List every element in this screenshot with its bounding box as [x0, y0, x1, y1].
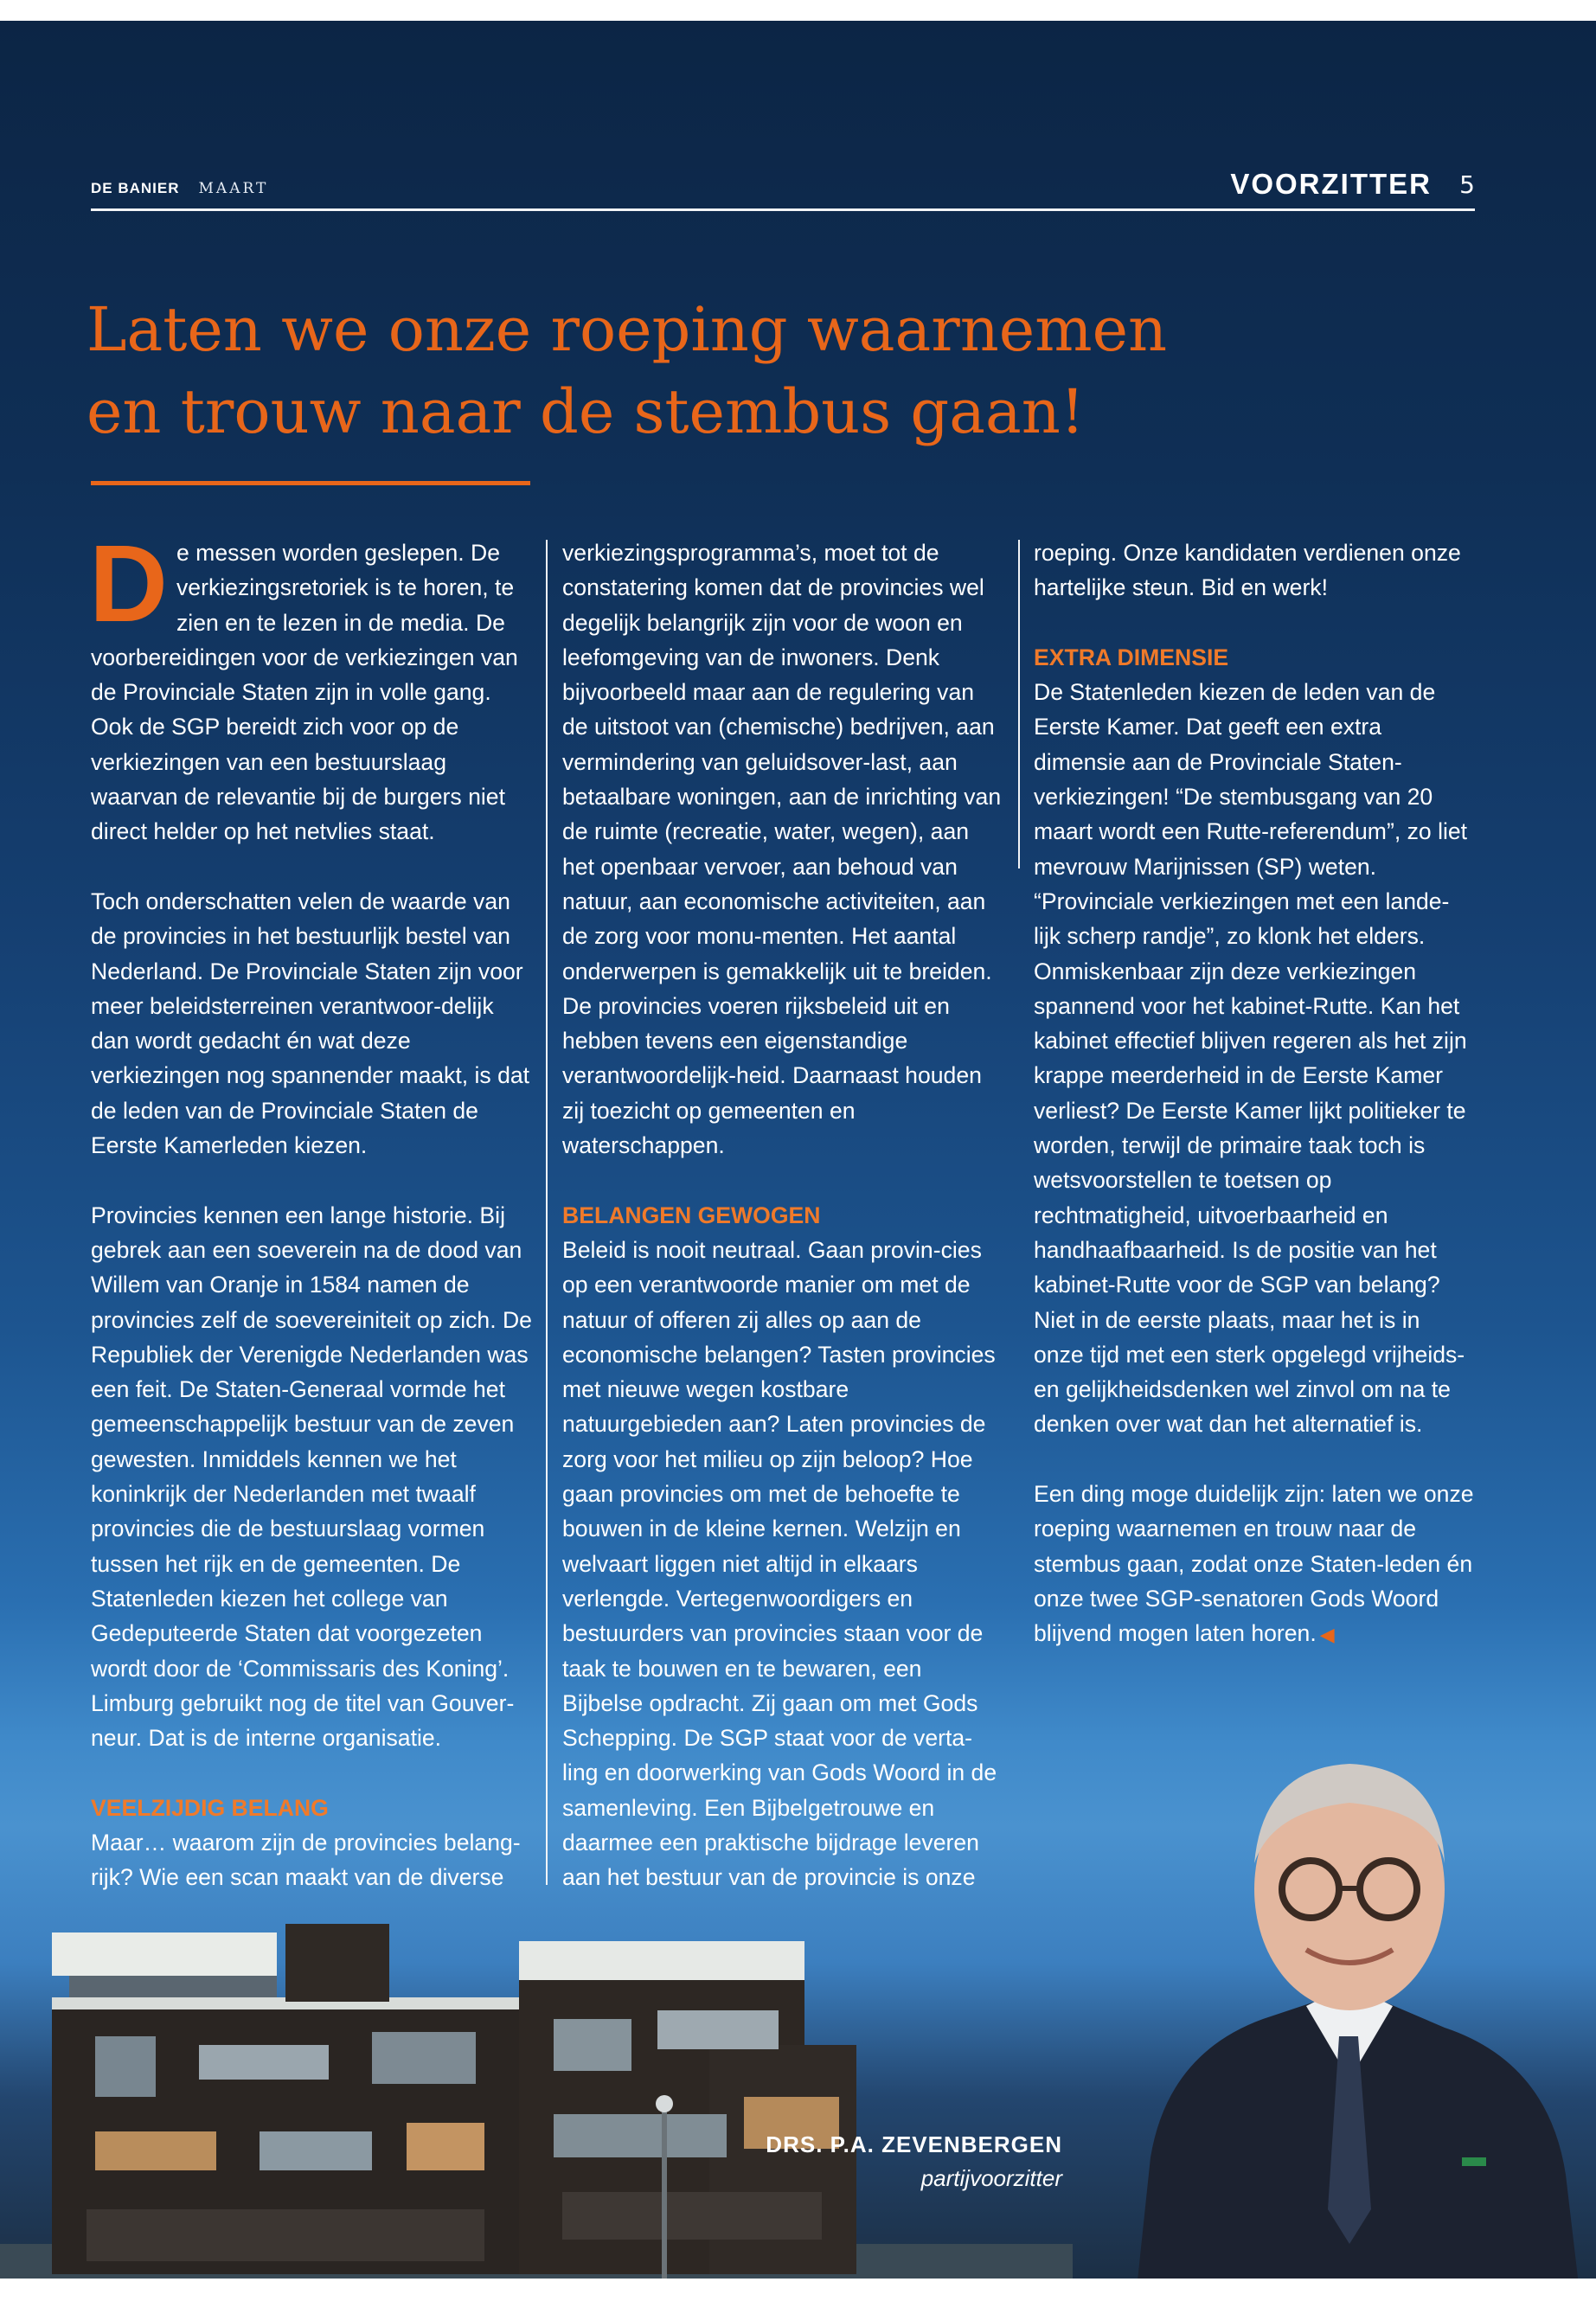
article-column-2	[562, 535, 1003, 1895]
header-rule	[91, 208, 1475, 211]
subheading: VEELZIJDIG BELANG	[91, 1794, 329, 1821]
article-title	[87, 289, 1384, 453]
paragraph: De messen worden geslepen. De verkiezingsretoriek is te horen, te zien en te lezen in de media. De voorbereidingen voor de verkiezingen van de Provinciale Staten zijn in volle gang. Ook de SGP bereidt zich voor op de verkiezingen van een bestuurslaag waarvan de relevantie bij de burgers niet direct helder op het netvlies staat.	[89, 522, 518, 845]
drop-cap: D	[89, 522, 168, 644]
title-line-2: en trouw naar de stembus gaan!	[87, 376, 1085, 447]
section-label: VOORZITTER	[1230, 168, 1432, 200]
publication-name: DE BANIER	[91, 180, 180, 196]
paragraph: De Statenleden kiezen de leden van de Eerste Kamer. Dat geeft een extra dimensie aan de Provinciale Staten-verkiezingen! “De stembusgang van 20 maart wordt een Rutte-referendum”, zo liet mevrouw Marijnissen (SP) weten. “Provinciale verkiezingen met een lande-lijk scherp randje”, zo klonk het elders. Onmiskenbaar zijn deze verkiezingen spannend voor het kabinet-Rutte. Kan het kabinet effectief blijven regeren als het zijn krappe meerderheid in de Eerste Kamer verliest? De Eerste Kamer lijkt politieker te worden, terwijl de primaire taak toch is wetsvoorstellen te toetsen op rechtmatigheid, uitvoerbaarheid en handhaafbaarheid. Is de positie van het kabinet-Rutte voor de SGP van belang? Niet in de eerste plaats, maar het is in onze tijd met een sterk opgelegd vrijheids-en gelijkheidsdenken wel zinvol om na te denken over wat dan het alternatief is.	[1034, 679, 1468, 1438]
magazine-page	[0, 21, 1596, 2279]
page-number: 5	[1459, 170, 1475, 199]
paragraph: Provincies kennen een lange historie. Bij gebrek aan een soeverein na de dood van Willem van Oranje in 1584 namen de provincies zelf de soevereiniteit op zich. De Republiek der Verenigde Nederlanden was een feit. De Staten-Generaal vormde het gemeenschappelijk bestuur van de zeven gewesten. Inmiddels kennen we het koninkrijk der Nederlanden met twaalf provincies die de bestuurslaag vormen tussen het rijk en de gemeenten. De Statenleden kiezen het college van Gedeputeerde Staten dat voorgezeten wordt door de ‘Commissaris des Koning’. Limburg gebruikt nog de titel van Gouver-neur. Dat is de interne organisatie.	[91, 1202, 532, 1752]
subheading: BELANGEN GEWOGEN	[562, 1202, 821, 1228]
title-rule	[91, 481, 530, 485]
paragraph: roeping. Onze kandidaten verdienen onze hartelijke steun. Bid en werk!	[1034, 540, 1461, 601]
end-mark-icon: ◀	[1319, 1624, 1335, 1646]
issue-month: MAART	[198, 180, 269, 197]
title-line-1: Laten we onze roeping waarnemen	[87, 294, 1168, 365]
caption-name: DRS. P.A. ZEVENBERGEN	[766, 2131, 1062, 2157]
subheading: EXTRA DIMENSIE	[1034, 644, 1229, 670]
article-column-3	[1034, 535, 1475, 1653]
article-column-1	[89, 522, 532, 1895]
paragraph: verkiezingsprogramma’s, moet tot de constatering komen dat de provincies wel degelijk belangrijk zijn voor de woon en leefomgeving van de inwoners. Denk bijvoorbeeld maar aan de regulering van de uitstoot van (chemische) bedrijven, aan vermindering van geluidsover-last, aan betaalbare woningen, aan de inrichting van de ruimte (recreatie, water, wegen), aan het openbaar vervoer, aan behoud van natuur, aan economische activiteiten, aan de zorg voor monu-menten. Het aantal onderwerpen is gemakkelijk uit te breiden. De provincies voeren rijksbeleid uit en hebben tevens een eigenstandige verantwoordelijk-heid. Daarnaast houden zij toezicht op gemeenten en waterschappen.	[562, 540, 1002, 1159]
column-divider-2	[1018, 540, 1020, 868]
column-divider-1	[546, 540, 548, 1885]
paragraph: Toch onderschatten velen de waarde van de provincies in het bestuurlijk bestel van Nederland. De Provinciale Staten zijn voor meer beleidsterreinen verantwoor-delijk dan wordt gedacht én wat deze verkiezingen nog spannender maakt, is dat de leden van de Provinciale Staten de Eerste Kamerleden kiezen.	[91, 888, 530, 1159]
photo-caption	[766, 2131, 1062, 2192]
paragraph: Een ding moge duidelijk zijn: laten we onze roeping waarnemen en trouw naar de stembus gaan, zodat onze Staten-leden én onze twee SGP-senatoren Gods Woord blijvend mogen laten horen. ◀	[1034, 1481, 1474, 1647]
paragraph: Maar… waarom zijn de provincies belang-rijk? Wie een scan maakt van de diverse	[91, 1829, 521, 1891]
paragraph: Beleid is nooit neutraal. Gaan provin-cies op een verantwoorde manier om met de natuur of offeren zij alles op aan de economische belangen? Tasten provincies met nieuwe wegen kostbare natuurgebieden aan? Laten provincies de zorg voor het milieu op zijn beloop? Hoe gaan provincies om met de behoefte te bouwen in de kleine kernen. Welzijn en welvaart liggen niet altijd in elkaars verlengde. Vertegenwoordigers en bestuurders van provincies staan voor de taak te bouwen en te bewaren, een Bijbelse opdracht. Zij gaan om met Gods Schepping. De SGP staat voor de verta-ling en doorwerking van Gods Woord in de samenleving. Een Bijbelgetrouwe en daarmee een praktische bijdrage leveren aan het bestuur van de provincie is onze	[562, 1236, 997, 1891]
portrait-photo	[1099, 1673, 1596, 2279]
caption-role: partijvoorzitter	[920, 2165, 1062, 2191]
running-header-left	[91, 180, 268, 197]
buildings-photo	[0, 1872, 1073, 2279]
